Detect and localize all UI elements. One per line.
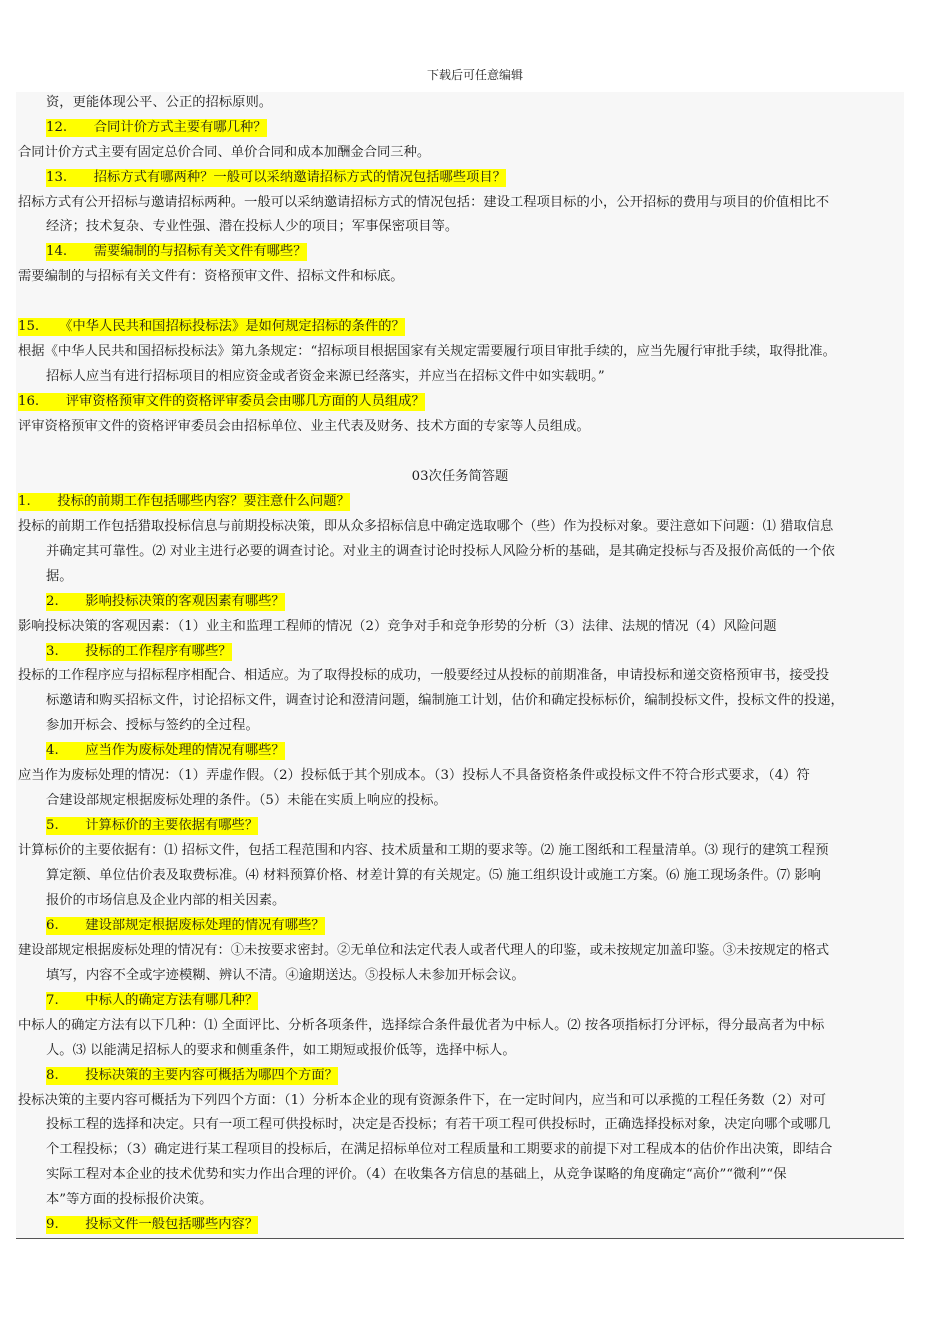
answer-line: 并确定其可靠性。⑵ 对业主进行必要的调查讨论。对业主的调查讨论时投标人风险分析的基础，是其确定投标与否及报价高低的一个依 <box>46 544 835 559</box>
section-title: 03次任务简答题 <box>411 469 509 484</box>
question-heading: 14. 需要编制的与招标有关文件有哪些？ <box>46 244 307 259</box>
answer-line: 参加开标会、授标与签约的全过程。 <box>46 718 259 733</box>
answer-line: 报价的市场信息及企业内部的相关因素。 <box>46 893 286 908</box>
answer-line: 应当作为废标处理的情况：（1）弄虚作假。（2）投标低于其个别成本。（3）投标人不具备资格条件或投标文件不符合形式要求，（4）符 <box>18 768 810 783</box>
answer-line: 招标人应当有进行招标项目的相应资金或者资金来源已经落实，并应当在招标文件中如实载明。” <box>46 369 605 384</box>
answer-line: 评审资格预审文件的资格评审委员会由招标单位、业主代表及财务、技术方面的专家等人员组成。 <box>18 419 590 434</box>
answer-line: 影响投标决策的客观因素：（1）业主和监理工程师的情况（2）竞争对手和竞争形势的分析（3）法律、法规的情况（4）风险问题 <box>18 619 777 634</box>
question-heading: 15. 《中华人民共和国招标投标法》是如何规定招标的条件的？ <box>18 319 405 334</box>
answer-line: 投标工程的选择和决定。只有一项工程可供投标时，决定是否投标；有若干项工程可供投标时，正确选择投标对象，决定向哪个或哪几 <box>46 1117 831 1132</box>
answer-line: 个工程投标；（3）确定进行某工程项目的投标后，在满足招标单位对工程质量和工期要求的前提下对工程成本的估价作出决策，即结合 <box>46 1142 833 1157</box>
answer-line: 据。 <box>46 569 73 584</box>
answer-line: 算定额、单位估价表及取费标准。⑷ 材料预算价格、材差计算的有关规定。⑸ 施工组织设计或施工方案。⑹ 施工现场条件。⑺ 影响 <box>46 868 821 883</box>
answer-line: 经济；技术复杂、专业性强、潜在投标人少的项目；军事保密项目等。 <box>46 219 459 234</box>
question-heading: 13. 招标方式有哪两种？一般可以采纳邀请招标方式的情况包括哪些项目？ <box>46 170 506 185</box>
answer-line: 中标人的确定方法有以下几种：⑴ 全面评比、分析各项条件，选择综合条件最优者为中标人。⑵ 按各项指标打分评标，得分最高者为中标 <box>18 1018 825 1033</box>
answer-line: 实际工程对本企业的技术优势和实力作出合理的评价。（4）在收集各方信息的基础上，从竞争谋略的角度确定“高价”“微利”“保 <box>46 1167 787 1182</box>
question-heading: 12. 合同计价方式主要有哪几种？ <box>46 120 267 135</box>
page-header: 下载后可任意编辑 <box>426 68 523 82</box>
answer-line: 标邀请和购买招标文件，讨论招标文件，调查讨论和澄清问题，编制施工计划，估价和确定投标标价，编制投标文件，投标文件的投递， <box>46 693 844 708</box>
document-body <box>16 92 904 1239</box>
question-heading: 6. 建设部规定根据废标处理的情况有哪些？ <box>46 918 325 933</box>
answer-line: 需要编制的与招标有关文件有：资格预审文件、招标文件和标底。 <box>18 269 404 284</box>
answer-line: 投标决策的主要内容可概括为下列四个方面：（1）分析本企业的现有资源条件下，在一定时间内，应当和可以承揽的工程任务数（2）对可 <box>18 1093 827 1108</box>
answer-line: 投标的工作程序应与招标程序相配合、相适应。为了取得投标的成功，一般要经过从投标的前期准备，申请投标和递交资格预审书，接受投 <box>18 668 830 683</box>
question-heading: 1. 投标的前期工作包括哪些内容？要注意什么问题？ <box>18 494 350 509</box>
question-heading: 5. 计算标价的主要依据有哪些？ <box>46 818 259 833</box>
question-heading: 3. 投标的工作程序有哪些？ <box>46 644 232 659</box>
answer-line: 合建设部规定根据废标处理的条件。（5）未能在实质上响应的投标。 <box>46 793 447 808</box>
answer-line: 人。⑶ 以能满足招标人的要求和侧重条件，如工期短或报价低等，选择中标人。 <box>46 1043 516 1058</box>
answer-line: 建设部规定根据废标处理的情况有：①未按要求密封。②无单位和法定代表人或者代理人的印鉴，或未按规定加盖印鉴。③未按规定的格式 <box>18 943 830 958</box>
paragraph-line: 资，更能体现公平、公正的招标原则。 <box>46 95 273 110</box>
question-heading: 9. 投标文件一般包括哪些内容？ <box>46 1217 259 1232</box>
answer-line: 合同计价方式主要有固定总价合同、单价合同和成本加酬金合同三种。 <box>18 145 431 160</box>
answer-line: 填写，内容不全或字迹模糊、辨认不清。④逾期送达。⑤投标人未参加开标会议。 <box>46 968 525 983</box>
answer-line: 本”等方面的投标报价决策。 <box>46 1192 213 1207</box>
answer-line: 招标方式有公开招标与邀请招标两种。一般可以采纳邀请招标方式的情况包括：建设工程项目标的小，公开招标的费用与项目的价值相比不 <box>18 195 830 210</box>
question-heading: 7. 中标人的确定方法有哪几种？ <box>46 993 259 1008</box>
question-heading: 8. 投标决策的主要内容可概括为哪四个方面？ <box>46 1068 338 1083</box>
answer-line: 投标的前期工作包括猎取投标信息与前期投标决策，即从众多招标信息中确定选取哪个（些）作为投标对象。要注意如下问题：⑴ 猎取信息 <box>18 519 834 534</box>
question-heading: 2. 影响投标决策的客观因素有哪些？ <box>46 594 285 609</box>
answer-line: 计算标价的主要依据有：⑴ 招标文件，包括工程范围和内容、技术质量和工期的要求等。⑵ 施工图纸和工程量清单。⑶ 现行的建筑工程预 <box>18 843 829 858</box>
question-heading: 4. 应当作为废标处理的情况有哪些？ <box>46 743 285 758</box>
question-heading: 16. 评审资格预审文件的资格评审委员会由哪几方面的人员组成？ <box>18 394 425 409</box>
answer-line: 根据《中华人民共和国招标投标法》第九条规定：“招标项目根据国家有关规定需要履行项目审批手续的，应当先履行审批手续，取得批准。 <box>18 344 836 359</box>
